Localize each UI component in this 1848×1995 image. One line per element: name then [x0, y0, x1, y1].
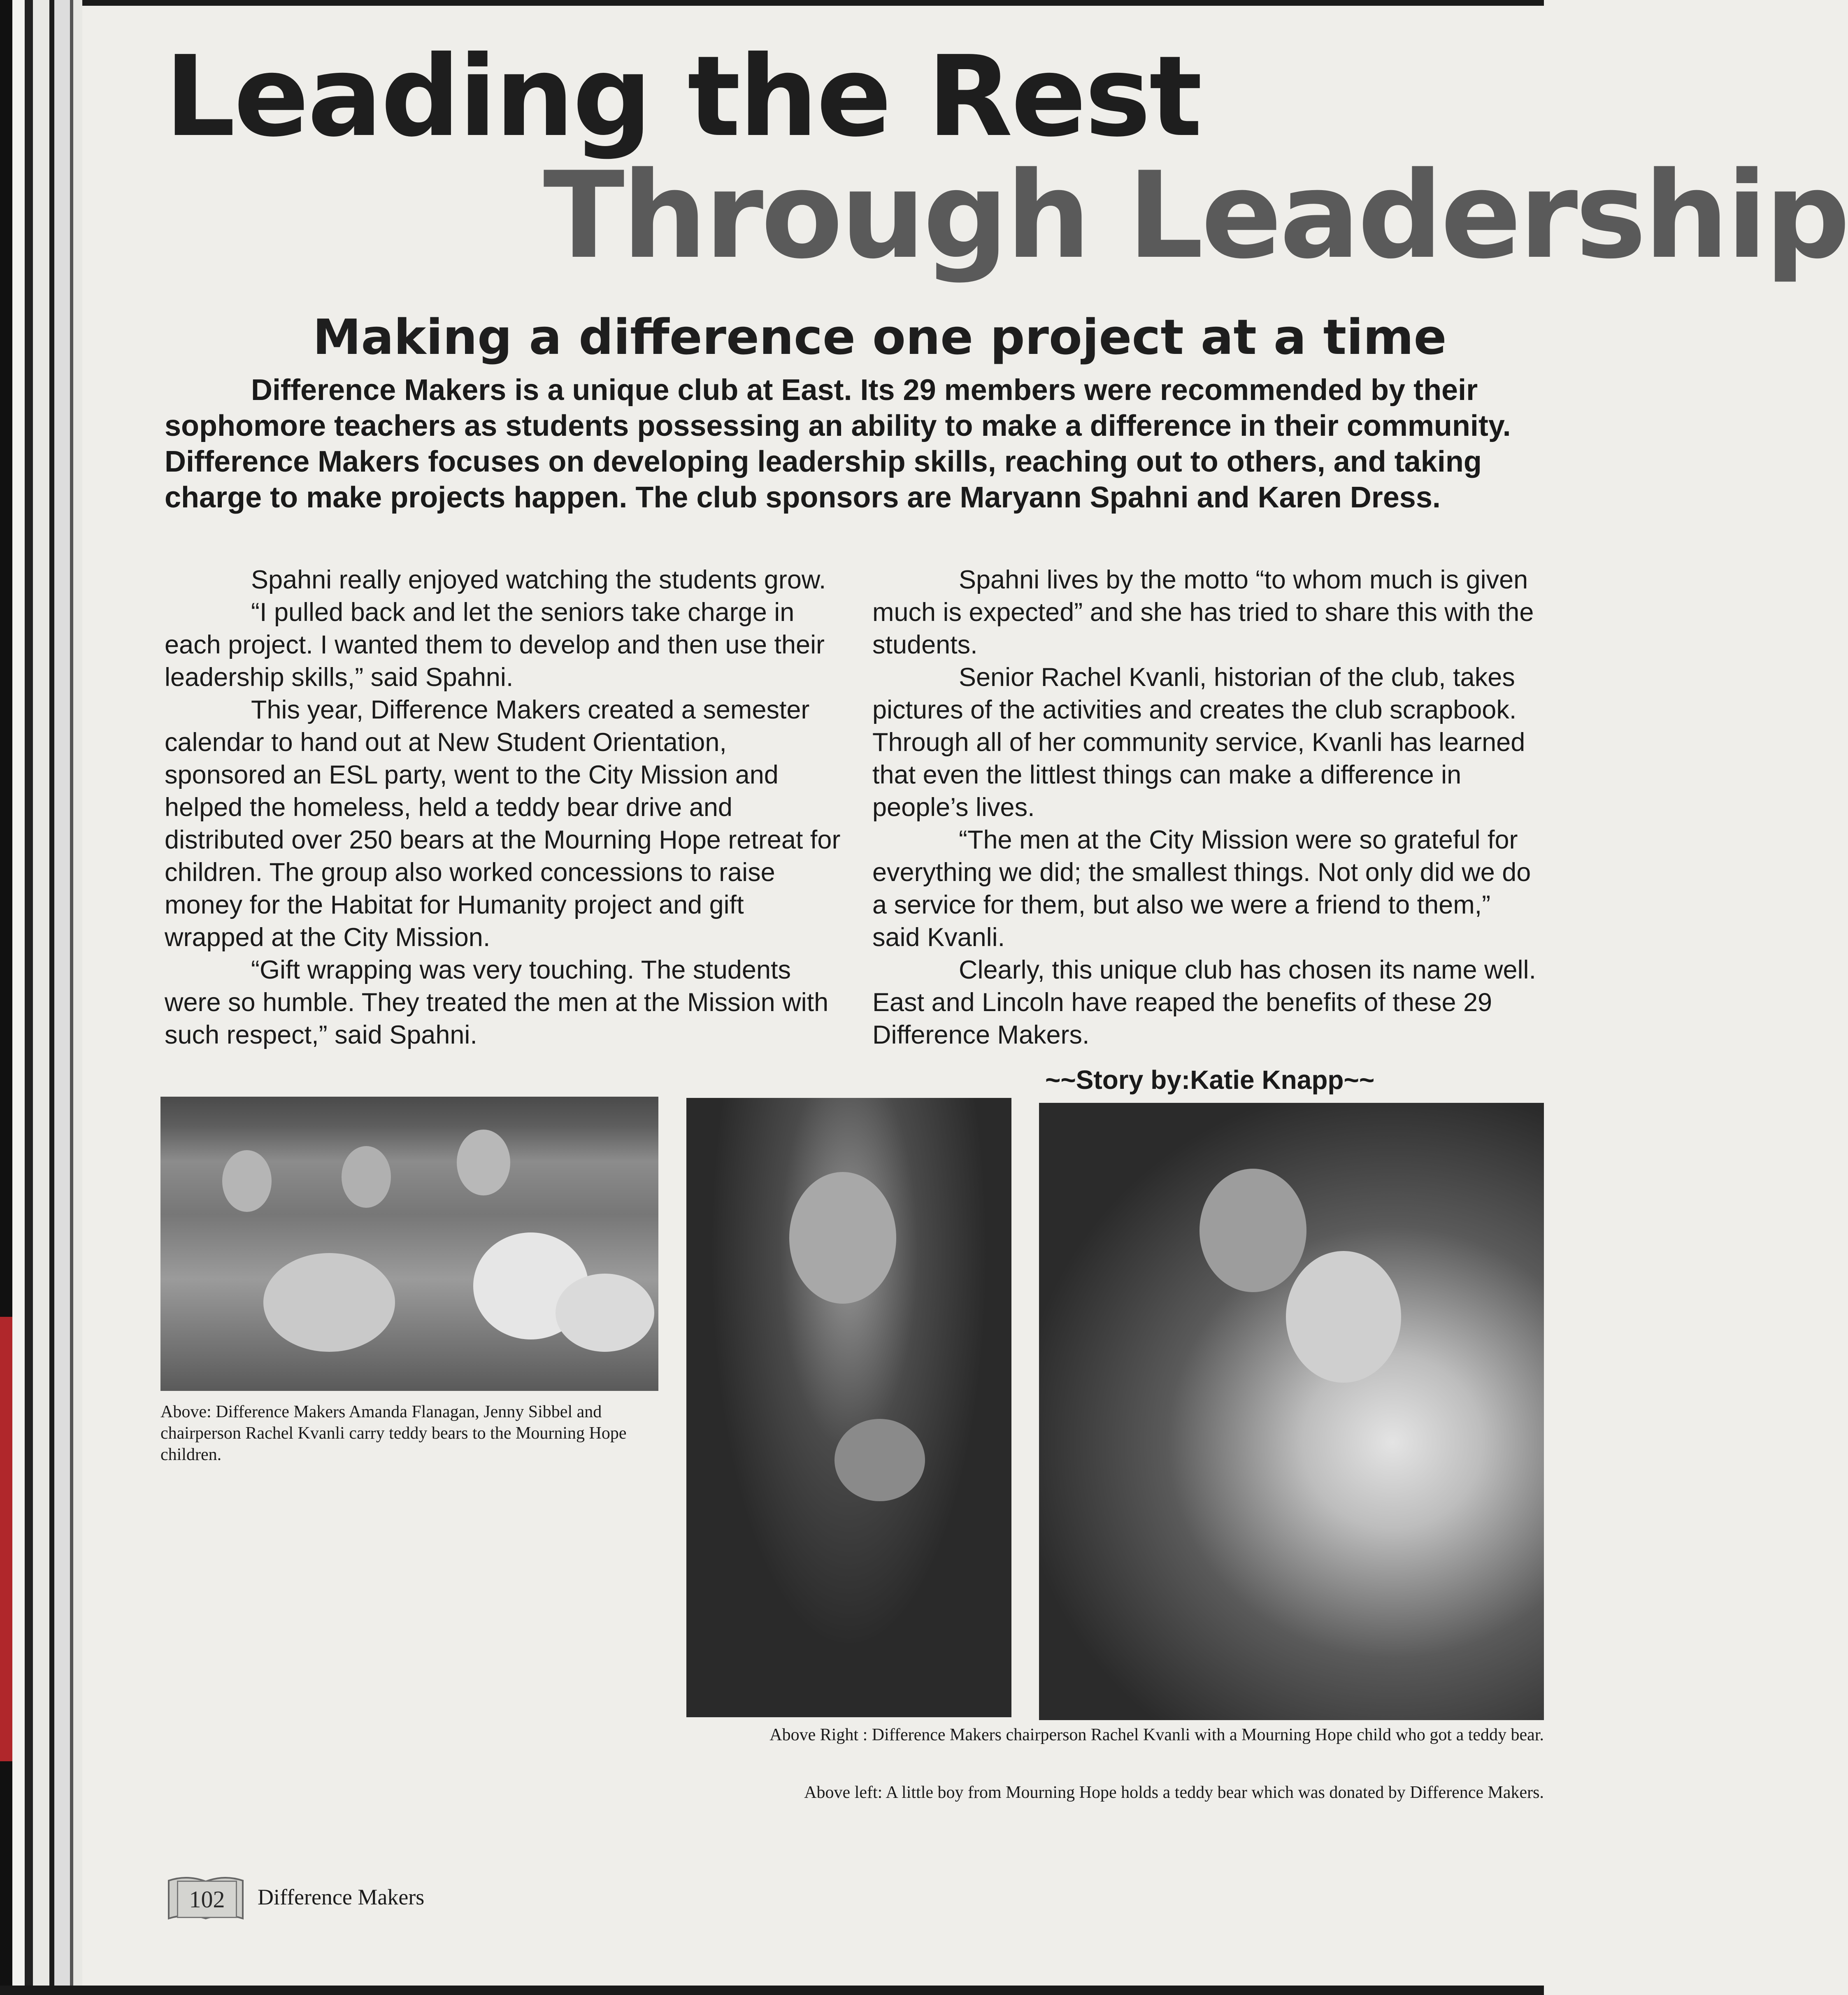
- story-byline: ~~Story by:Katie Knapp~~: [1045, 1065, 1375, 1095]
- intro-paragraph: Difference Makers is a unique club at East. Its 29 members were recommended by their sophomore teachers as students possessing an ability to make a difference in their community. Difference Makers focuses on developing leadership skills, reaching out to others, and taking charge to make projects happen. The club sponsors are Maryann Spahni and Karen Dress.: [165, 374, 1511, 514]
- book-binding: [0, 0, 82, 1995]
- page-number: 102: [177, 1881, 237, 1918]
- binding-red-strip: [0, 1317, 12, 1761]
- caption-above-left: Above left: A little boy from Mourning Hope holds a teddy bear which was donated by Difference Makers.: [804, 1783, 1544, 1802]
- story-right-column: [872, 564, 1544, 1051]
- story-paragraph: Senior Rachel Kvanli, historian of the club, takes pictures of the activities and creates the club scrapbook. Through all of her community service, Kvanli has learned that even the littlest things can make a difference in people’s lives.: [872, 663, 1525, 822]
- caption-above-right: Above Right : Difference Makers chairperson Rachel Kvanli with a Mourning Hope child who got a teddy bear.: [769, 1725, 1544, 1744]
- bottom-edge: [0, 1986, 1544, 1995]
- open-book-icon: [165, 1872, 247, 1922]
- headline-line1: Leading the Rest: [165, 32, 1201, 161]
- photo-teddy-bear-carriers: [160, 1097, 658, 1391]
- headline-line2: Through Leadership: [543, 146, 1848, 285]
- story-paragraph: This year, Difference Makers created a semester calendar to hand out at New Student Orientation, sponsored an ESL party, went to the City Mission and helped the homeless, held a teddy bear drive and distributed over 250 bears at the Mourning Hope retreat for children. The group also worked concessions to raise money for the Habitat for Humanity project and gift wrapped at the City Mission.: [165, 695, 841, 952]
- story-paragraph: “I pulled back and let the seniors take charge in each project. I wanted them to develop and then use their leadership skills,” said Spahni.: [165, 598, 825, 692]
- story-paragraph: Clearly, this unique club has chosen its name well. East and Lincoln have reaped the benefits of these 29 Difference Makers.: [872, 956, 1537, 1049]
- photo-boy-with-teddy-bear: [686, 1098, 1011, 1717]
- headline-subtitle: Making a difference one project at a time: [313, 309, 1447, 365]
- story-paragraph: Spahni really enjoyed watching the students grow.: [251, 565, 826, 594]
- story-paragraph: “Gift wrapping was very touching. The students were so humble. They treated the men at the Mission with such respect,” said Spahni.: [165, 956, 829, 1049]
- story-paragraph: Spahni lives by the motto “to whom much is given much is expected” and she has tried to share this with the students.: [872, 565, 1534, 659]
- story-left-column: [165, 564, 848, 1051]
- page-footer: [165, 1872, 424, 1922]
- photo-kvanli-with-child: [1039, 1103, 1544, 1720]
- footer-section-name: Difference Makers: [258, 1885, 425, 1909]
- story-paragraph: “The men at the City Mission were so grateful for everything we did; the smallest things. Not only did we do a service for them, but also we were a friend to them,” said Kvanli.: [872, 825, 1531, 952]
- top-edge: [0, 0, 1544, 6]
- caption-above: Above: Difference Makers Amanda Flanagan, Jenny Sibbel and chairperson Rachel Kvanli carry teddy bears to the Mourning Hope children.: [160, 1402, 627, 1464]
